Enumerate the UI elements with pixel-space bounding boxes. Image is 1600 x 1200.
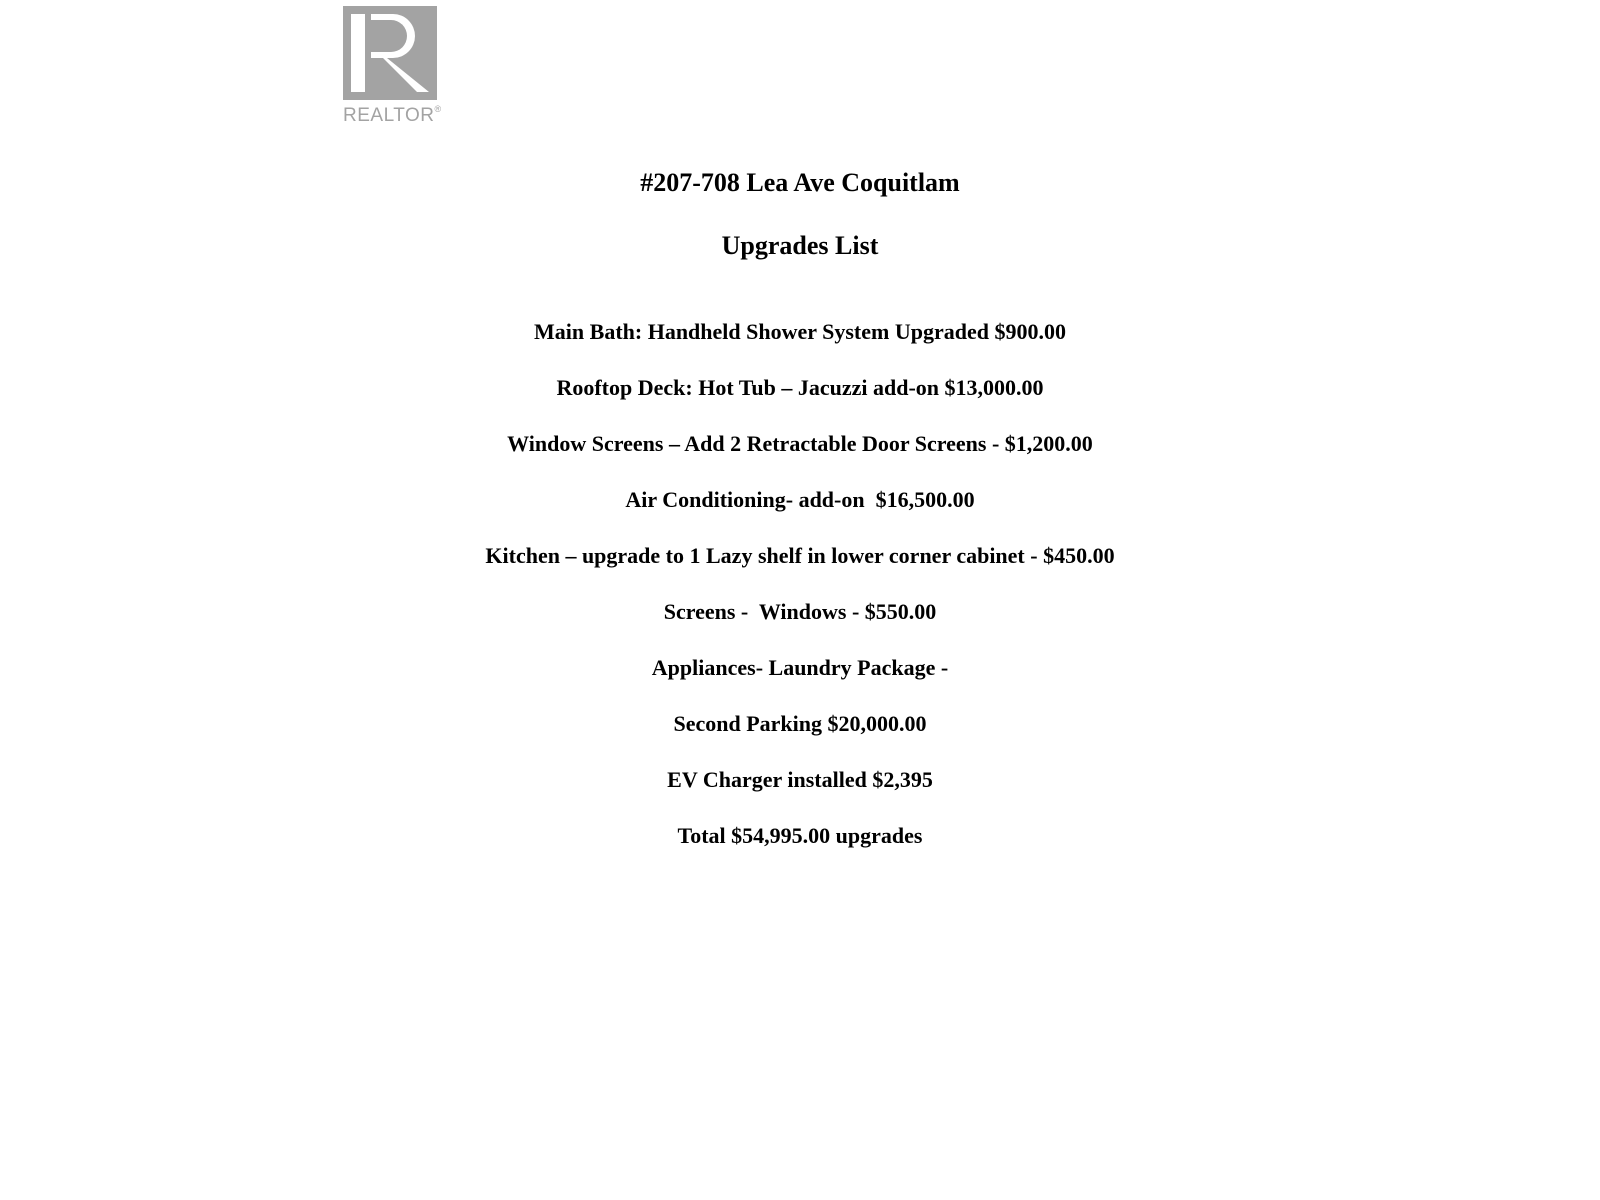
upgrade-item-screens-windows: Screens - Windows - $550.00 (663, 599, 937, 624)
upgrade-item-ev-charger: EV Charger installed $2,395 (667, 767, 933, 792)
upgrade-total: Total $54,995.00 upgrades (677, 823, 923, 848)
upgrade-item-appliances: Appliances- Laundry Package - (651, 655, 949, 680)
document-title: #207-708 Lea Ave Coquitlam (640, 168, 960, 197)
realtor-r-icon (343, 6, 437, 100)
realtor-wordmark (343, 106, 442, 125)
registered-mark: ® (434, 104, 442, 114)
document-subtitle: Upgrades List (721, 231, 879, 260)
upgrade-item-main-bath: Main Bath: Handheld Shower System Upgraded $900.00 (534, 319, 1066, 344)
upgrade-item-air-conditioning: Air Conditioning- add-on $16,500.00 (625, 487, 975, 512)
upgrade-item-rooftop-deck: Rooftop Deck: Hot Tub – Jacuzzi add-on $13,000.00 (556, 375, 1044, 400)
realtor-logo (343, 6, 449, 126)
upgrade-item-kitchen: Kitchen – upgrade to 1 Lazy shelf in lower corner cabinet - $450.00 (485, 543, 1115, 568)
upgrade-item-window-screens: Window Screens – Add 2 Retractable Door Screens - $1,200.00 (507, 431, 1093, 456)
upgrades-list (0, 318, 1600, 878)
realtor-wordmark-text: REALTOR (343, 105, 435, 126)
upgrade-item-second-parking: Second Parking $20,000.00 (673, 711, 927, 736)
